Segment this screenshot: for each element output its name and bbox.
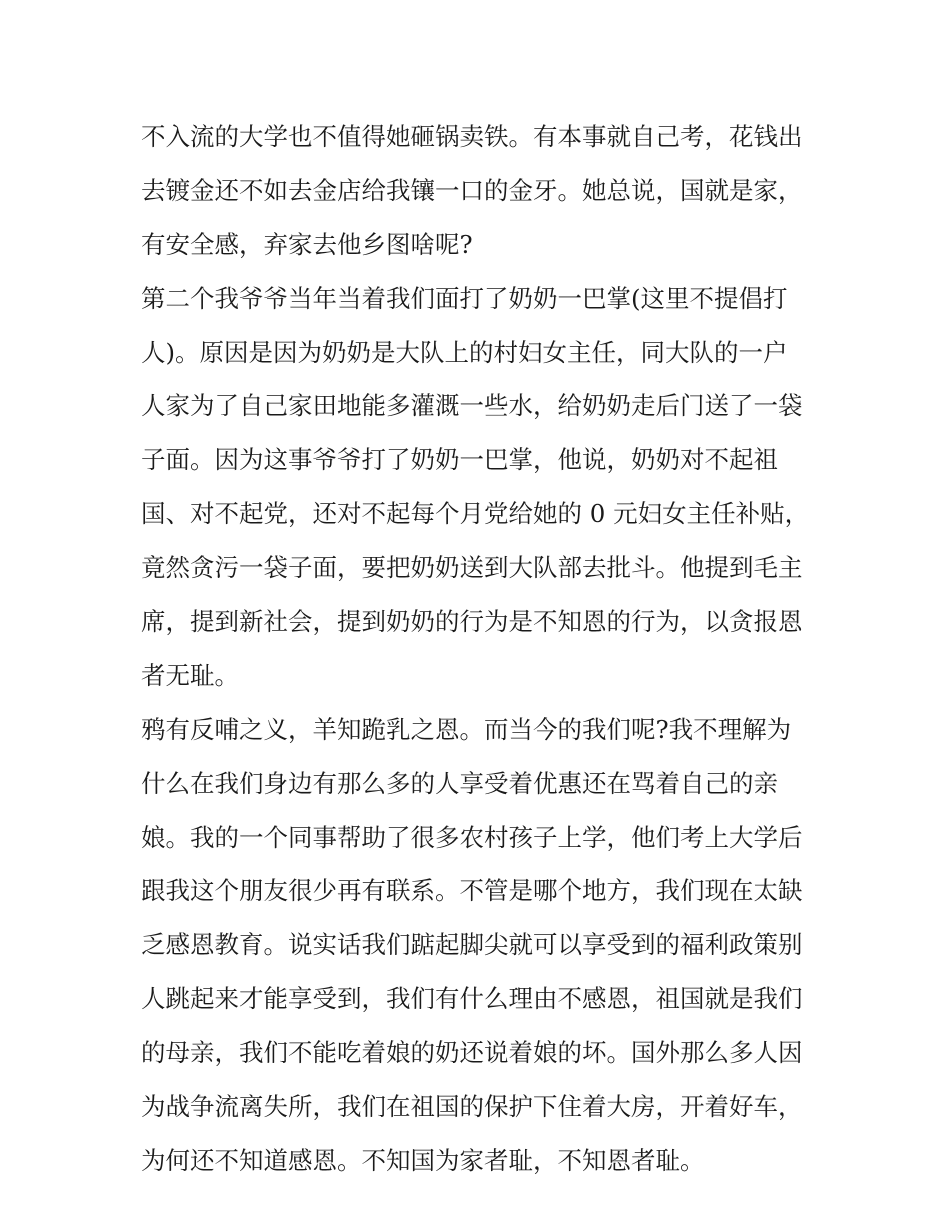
text-line-9: 竟然贪污一袋子面，要把奶奶送到大队部去批斗。他提到毛主 bbox=[141, 553, 803, 583]
text-line-19: 为战争流离失所，我们在祖国的保护下住着大房，开着好车， bbox=[141, 1092, 803, 1122]
text-line-20: 为何还不知道感恩。不知国为家者耻，不知恩者耻。 bbox=[141, 1145, 705, 1175]
body-text bbox=[141, 110, 821, 1188]
text-line-18: 的母亲，我们不能吃着娘的奶还说着娘的坏。国外那么多人因 bbox=[141, 1038, 803, 1068]
text-line-7: 子面。因为这事爷爷打了奶奶一巴掌，他说，奶奶对不起祖 bbox=[141, 445, 778, 475]
text-line-2: 去镀金还不如去金店给我镶一口的金牙。她总说，国就是家， bbox=[141, 175, 803, 205]
text-line-14: 娘。我的一个同事帮助了很多农村孩子上学，他们考上大学后 bbox=[141, 822, 803, 852]
text-line-16: 乏感恩教育。说实话我们踮起脚尖就可以享受到的福利政策别 bbox=[141, 930, 803, 960]
text-line-6: 人家为了自己家田地能多灌溉一些水，给奶奶走后门送了一袋 bbox=[141, 391, 803, 421]
text-line-11: 者无耻。 bbox=[141, 660, 239, 690]
text-line-1: 不入流的大学也不值得她砸锅卖铁。有本事就自己考，花钱出 bbox=[141, 122, 803, 151]
text-line-8: 国、对不起党，还对不起每个月党给她的 0 元妇女主任补贴， bbox=[141, 499, 810, 529]
text-line-15: 跟我这个朋友很少再有联系。不管是哪个地方，我们现在太缺 bbox=[141, 876, 803, 906]
text-line-4: 第二个我爷爷当年当着我们面打了奶奶一巴掌(这里不提倡打 bbox=[141, 283, 788, 313]
text-line-5: 人)。原因是因为奶奶是大队上的村妇女主任，同大队的一户 bbox=[141, 337, 788, 367]
text-line-17: 人跳起来才能享受到，我们有什么理由不感恩，祖国就是我们 bbox=[141, 984, 803, 1014]
text-line-3: 有安全感，弃家去他乡图啥呢? bbox=[141, 229, 473, 259]
text-line-12: 鸦有反哺之义，羊知跪乳之恩。而当今的我们呢?我不理解为 bbox=[141, 714, 792, 744]
text-line-13: 什么在我们身边有那么多的人享受着优惠还在骂着自己的亲 bbox=[141, 768, 778, 798]
text-line-10: 席，提到新社会，提到奶奶的行为是不知恩的行为，以贪报恩 bbox=[141, 607, 803, 637]
